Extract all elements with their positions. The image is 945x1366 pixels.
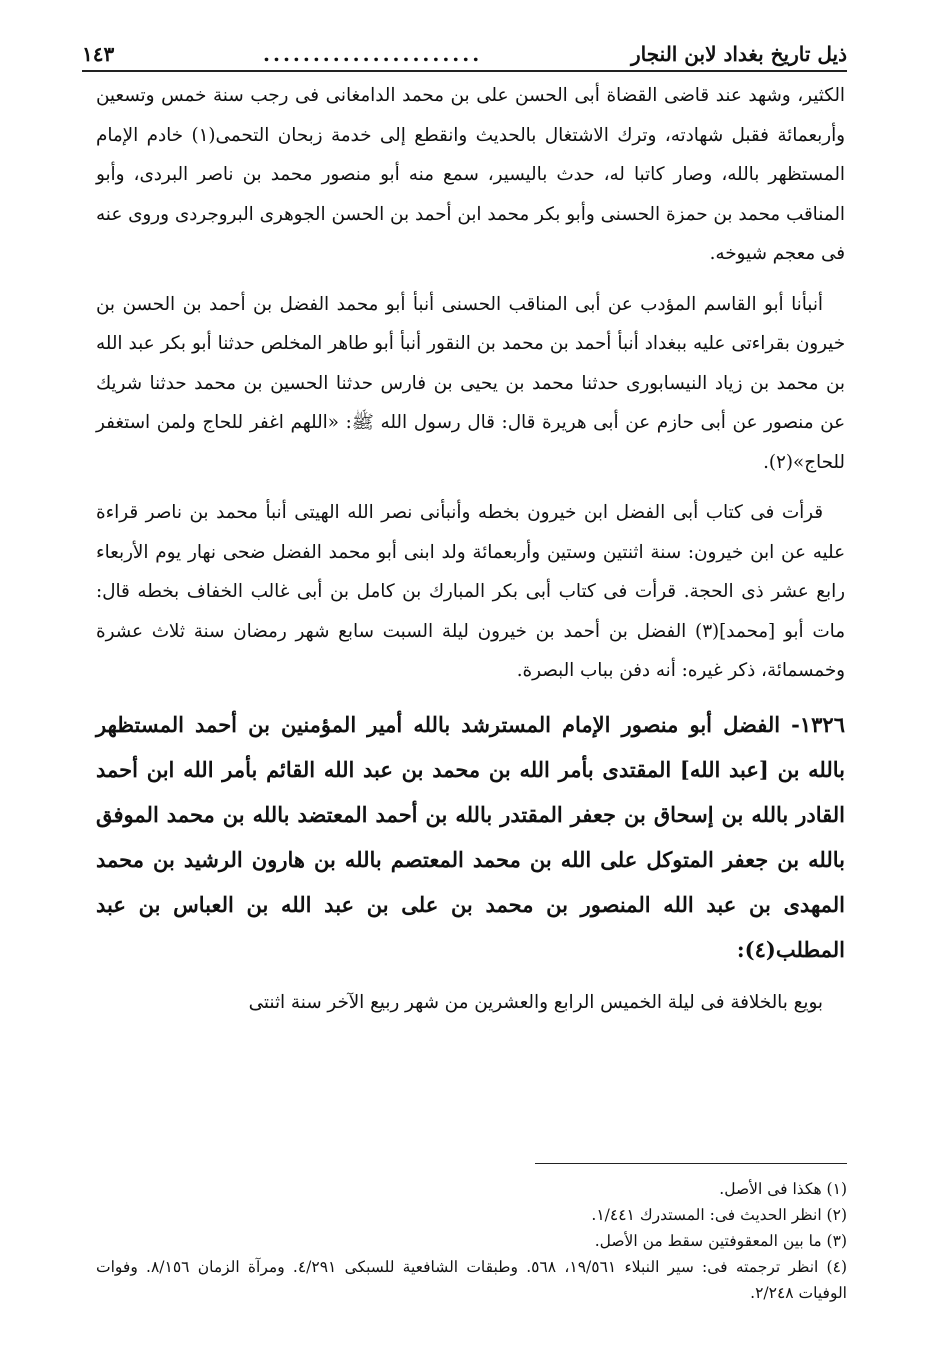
- footnote-2: (٢) انظر الحديث فى: المستدرك ١/٤٤١.: [591, 1206, 847, 1224]
- leader-dots: ......................: [263, 42, 483, 66]
- page-number: ١٤٣: [82, 42, 115, 66]
- footnote-separator: [535, 1163, 847, 1164]
- paragraph-hadith: أنبأنا أبو القاسم المؤدب عن أبى المناقب الحسنى أنبأ أبو محمد الفضل بن أحمد بن الحسن بن خيرون بقراءتى عليه ببغداد أنبأ أحمد بن محمد بن النقور أنبأ أبو طاهر المخلص حدثنا أبو بكر عبد الله بن محمد بن زياد النيسابورى حدثنا محمد بن يحيى بن فارس حدثنا الحسين بن محمد حدثنا شريك عن منصور عن أبى حازم عن أبى هريرة قال: قال رسول الله ﷺ: «اللهم اغفر للحاج ولمن استغفر للحاج»(٢).: [96, 293, 845, 473]
- paragraph-continuation: الكثير، وشهد عند قاضى القضاة أبى الحسن على بن محمد الدامغانى فى رجب سنة خمس وتسعين وأربعمائة فقبل شهادته، وترك الاشتغال بالحديث وانقطع إلى خدمة زبحان التحمى(١) خادم الإمام المستظهر بالله، وصار كاتبا له، حدث باليسير، سمع منه أبو منصور محمد بن ناصر البردى، وأبو المناقب محمد بن حمزة الحسنى وأبو بكر محمد ابن أحمد بن الحسن الجوهرى البروجردى وروى عنه فى معجم شيوخه.: [96, 85, 845, 264]
- page-body: [96, 76, 845, 1022]
- running-header: [82, 26, 847, 72]
- biography-entry-heading: ١٣٢٦- الفضل أبو منصور الإمام المسترشد بالله أمير المؤمنين بن أحمد المستظهر بالله بن [عبد الله] المقتدى بأمر الله بن محمد بن عبد الله القائم بأمر الله ابن أحمد القادر بالله بن إسحاق بن جعفر المقتدر بالله بن أحمد المعتضد بالله بن محمد الموفق بالله بن جعفر المتوكل على الله بن محمد المعتصم بالله بن هارون الرشيد بن محمد المهدى بن عبد الله المنصور بن محمد بن على بن عبد الله بن العباس بن عبد المطلب(٤):: [96, 711, 845, 962]
- footnote-1: (١) هكذا فى الأصل.: [719, 1180, 847, 1198]
- paragraph-death-record: قرأت فى كتاب أبى الفضل ابن خيرون بخطه وأنبأنى نصر الله الهيتى أنبأ محمد بن ناصر قراءة عليه عن ابن خيرون: سنة اثنتين وستين وأربعمائة ولد ابنى أبو محمد الفضل ضحى نهار يوم الأربعاء رابع عشر ذى الحجة. قرأت فى كتاب أبى بكر المبارك بن كامل بن أبى غالب الخفاف بخطه قال: مات أبو [محمد](٣) الفضل بن أحمد بن خيرون ليلة السبت سابع شهر رمضان سنة ثلاث عشرة وخمسمائة، ذكر غيره: أنه دفن بباب البصرة.: [96, 502, 845, 681]
- running-title: ذيل تاريخ بغداد لابن النجار: [631, 42, 847, 66]
- footnotes: [96, 1176, 847, 1306]
- paragraph-bay-ah: بويع بالخلافة فى ليلة الخميس الرابع والعشرين من شهر ربيع الآخر سنة اثنتى: [248, 991, 823, 1013]
- footnote-3: (٣) ما بين المعقوفتين سقط من الأصل.: [594, 1232, 847, 1250]
- footnote-4: (٤) انظر ترجمته فى: سير النبلاء ١٩/٥٦١، ٥٦٨. وطبقات الشافعية للسبكى ٤/٢٩١. ومرآة الزمان ٨/١٥٦. وفوات الوفيات ٢/٢٤٨.: [96, 1258, 847, 1302]
